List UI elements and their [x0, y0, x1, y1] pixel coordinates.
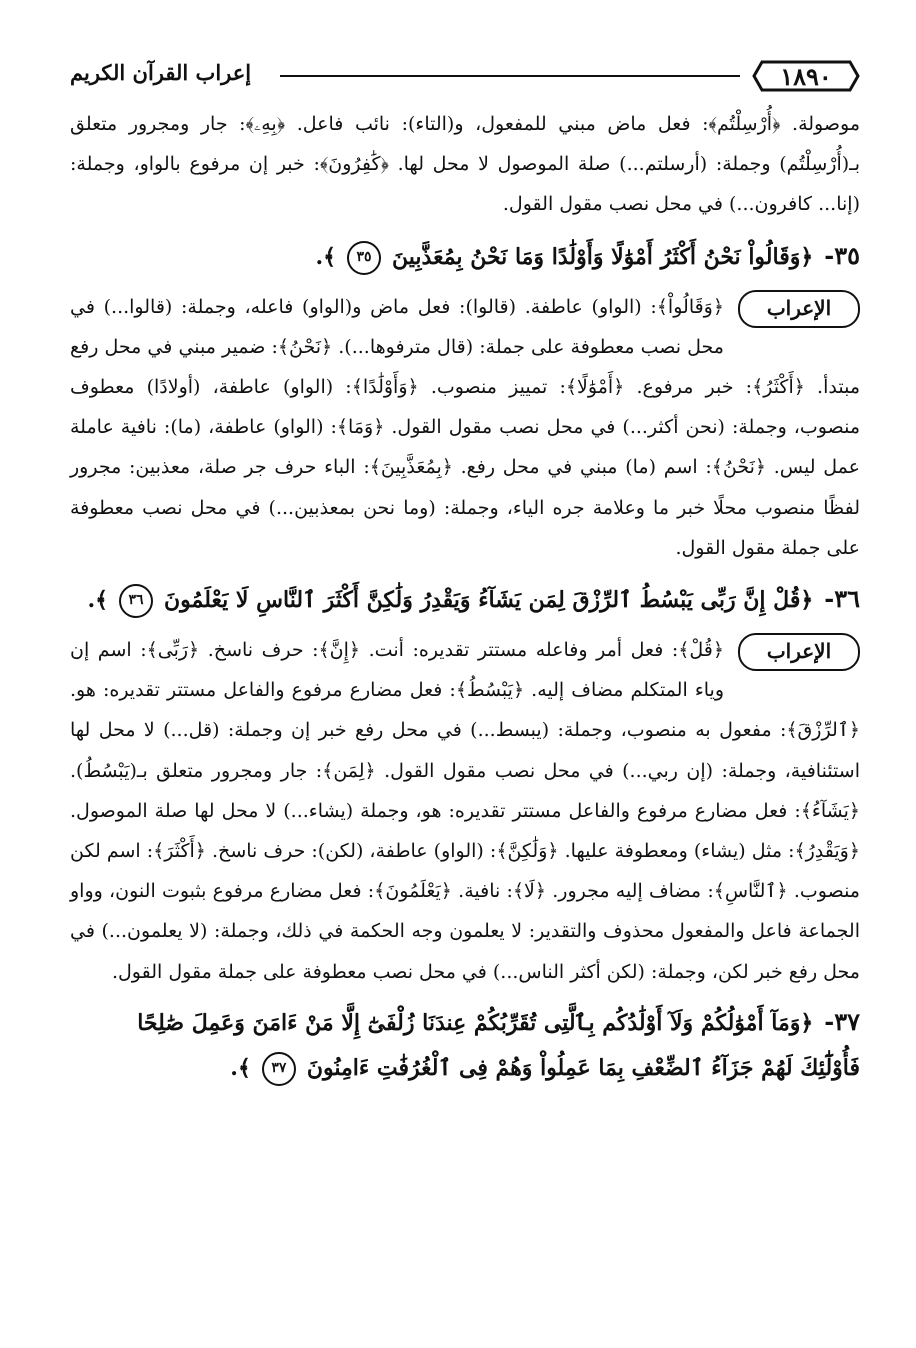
irab-label: الإعراب: [738, 290, 860, 328]
book-title: إعراب القرآن الكريم: [70, 60, 252, 85]
verse-number: ٣٧-: [824, 1006, 860, 1036]
verse-closing: ﴾.: [230, 1054, 251, 1081]
page: [70, 48, 860, 1308]
page-number: ١٨٩٠: [780, 61, 832, 91]
verse-35-block: [70, 233, 860, 568]
verse-36-block: [70, 576, 860, 992]
verse-end-mark: ٣٥: [347, 241, 381, 275]
verse-number: ٣٦-: [824, 584, 860, 614]
verse-end-mark: ٣٦: [119, 584, 153, 618]
irab-paragraph-35: ﴿وَقَالُواْ﴾: (الواو) عاطفة. (قالوا): فعل ماض و(الواو) فاعله، وجملة: (قالوا...) في محل نصب معطوفة على جملة: (قال مترفوها...). ﴿نَحْنُ﴾: ضمير مبني في محل رفع مبتدأ. ﴿أَكْثَرُ﴾: خبر مرفوع. ﴿أَمْوَٰلًا﴾: تمييز منصوب. ﴿وَأَوْلَٰدًا﴾: (الواو) عاطفة، (أولادًا) معطوف منصوب، وجملة: (نحن أكثر...) في محل نصب مقول القول. ﴿وَمَا﴾: (الواو) عاطفة، (ما): نافية عاملة عمل ليس. ﴿نَحْنُ﴾: اسم (ما) مبني في محل رفع. ﴿بِمُعَذَّبِينَ﴾: الباء حرف جر صلة، معذبين: مجرور لفظًا منصوب محلًا خبر ما وعلامة جره الياء، وجملة: (وما نحن بمعذبين...) في محل نصب معطوفة على جملة مقول القول.: [70, 295, 860, 559]
intro-paragraph: موصولة. ﴿أُرْسِلْتُم﴾: فعل ماض مبني للمفعول، و(التاء): نائب فاعل. ﴿بِهِۦ﴾: جار ومجرور متعلق بـ(أُرْسِلْتُم) وجملة: (أرسلتم...) صلة الموصول لا محل لها. ﴿كَٰفِرُونَ﴾: خبر إن مرفوع بالواو، وجملة: (إنا... كافرون...) في محل نصب مقول القول.: [70, 113, 860, 216]
verse-37-block: [70, 1000, 860, 1091]
page-header: [70, 48, 860, 104]
header-rule: [280, 75, 740, 77]
verse-36: [70, 576, 860, 624]
irab-paragraph-36: ﴿قُلْ﴾: فعل أمر وفاعله مستتر تقديره: أنت. ﴿إِنَّ﴾: حرف ناسخ. ﴿رَبِّى﴾: اسم إن وياء المتكلم مضاف إليه. ﴿يَبْسُطُ﴾: فعل مضارع مرفوع والفاعل مستتر تقديره: هو. ﴿ٱلرِّزْقَ﴾: مفعول به منصوب، وجملة: (يبسط...) في محل رفع خبر إن وجملة: (قل...) لا محل لها استئنافية، وجملة: (إن ربي...) في محل نصب مقول القول. ﴿لِمَن﴾: جار ومجرور متعلق بـ(يَبْسُطُ). ﴿يَشَآءُ﴾: فعل مضارع مرفوع والفاعل مستتر تقديره: هو، وجملة (يشاء...) لا محل لها صلة الموصول. ﴿وَيَقْدِرُ﴾: مثل (يشاء) ومعطوفة عليها. ﴿وَلَٰكِنَّ﴾: (الواو) عاطفة، (لكن): حرف ناسخ. ﴿أَكْثَرَ﴾: اسم لكن منصوب. ﴿ٱلنَّاسِ﴾: مضاف إليه مجرور. ﴿لَا﴾: نافية. ﴿يَعْلَمُونَ﴾: فعل مضارع مرفوع بثبوت النون، وواو الجماعة فاعل والمفعول محذوف والتقدير: لا يعلمون وجه الحكمة في ذلك، وجملة: (لا يعلمون...) في محل رفع خبر لكن، وجملة: (لكن أكثر الناس...) في محل نصب معطوفة على جملة مقول القول.: [70, 639, 860, 983]
verse-text: ﴿وَقَالُواْ نَحْنُ أَكْثَرُ أَمْوَٰلًا وَأَوْلَٰدًا وَمَا نَحْنُ بِمُعَذَّبِينَ: [392, 243, 814, 270]
verse-35: [70, 233, 860, 281]
verse-text: ﴿قُلْ إِنَّ رَبِّى يَبْسُطُ ٱلرِّزْقَ لِمَن يَشَآءُ وَيَقْدِرُ وَلَٰكِنَّ أَكْثَرَ ٱلنَّاسِ لَا يَعْلَمُونَ: [164, 587, 814, 614]
page-number-badge: [752, 56, 860, 96]
irab-label: الإعراب: [738, 633, 860, 671]
verse-end-mark: ٣٧: [262, 1052, 296, 1086]
verse-number: ٣٥-: [824, 240, 860, 270]
verse-closing: ﴾.: [315, 243, 337, 270]
verse-text: ﴿وَمَآ أَمْوَٰلُكُمْ وَلَآ أَوْلَٰدُكُم بِٱلَّتِى تُقَرِّبُكُمْ عِندَنَا زُلْفَىٰٓ إِلَّا مَنْ ءَامَنَ وَعَمِلَ صَٰلِحًا فَأُوْلَٰٓئِكَ لَهُمْ جَزَآءُ ٱلضِّعْفِ بِمَا عَمِلُواْ وَهُمْ فِى ٱلْغُرُفَٰتِ ءَامِنُونَ: [137, 1009, 860, 1081]
verse-37: [70, 1000, 860, 1091]
verse-closing: ﴾.: [87, 587, 109, 614]
